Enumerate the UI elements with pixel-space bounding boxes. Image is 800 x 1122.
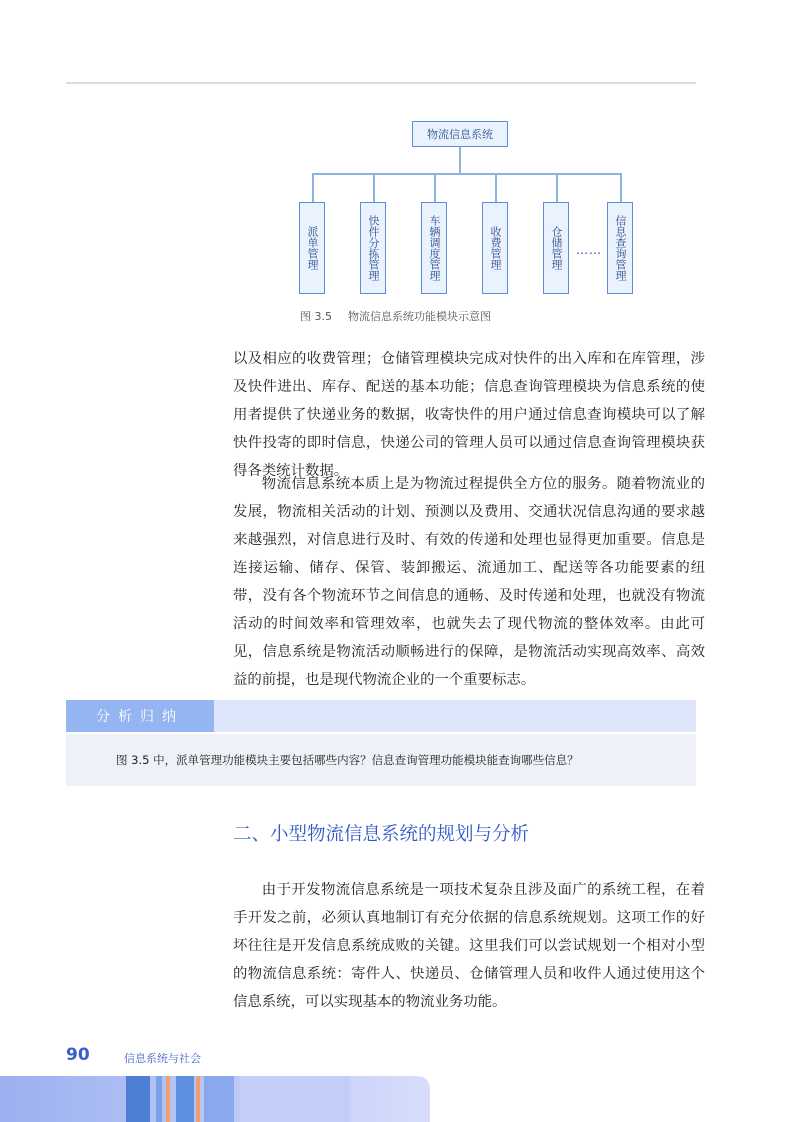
- connector-drop-5: [556, 173, 558, 202]
- book-title: 信息系统与社会: [124, 1052, 201, 1065]
- connector-drop-6: [620, 173, 622, 202]
- diagram-node-dispatch: 派单管理: [299, 202, 325, 294]
- diagram-root-node: 物流信息系统: [412, 121, 508, 147]
- diagram-node-vehicle: 车辆调度管理: [421, 202, 447, 294]
- diagram-node-warehouse: 仓储管理: [543, 202, 569, 294]
- body-paragraph-3: 由于开发物流信息系统是一项技术复杂且涉及面广的系统工程，在着手开发之前，必须认真地制订有充分依据的信息系统规划。这项工作的好坏往往是开发信息系统成败的关键。这里我们可以尝试规划一个相对小型的物流信息系统：寄件人、快递员、仓储管理人员和收件人通过使用这个信息系统，可以实现基本的物流业务功能。: [233, 882, 705, 1010]
- analysis-question: 图 3.5 中，派单管理功能模块主要包括哪些内容？信息查询管理功能模块能查询哪些信息？: [116, 753, 579, 767]
- figure-caption: [300, 308, 491, 324]
- figure-caption-number: 图 3.5: [300, 310, 332, 323]
- diagram-ellipsis: ……: [576, 243, 602, 257]
- page-number: 90: [66, 1045, 90, 1065]
- diagram-node-fee: 收费管理: [482, 202, 508, 294]
- analysis-header: [66, 700, 696, 732]
- diagram-node-sorting: 快件分拣管理: [360, 202, 386, 294]
- connector-drop-4: [495, 173, 497, 202]
- body-paragraph-1: 以及相应的收费管理；仓储管理模块完成对快件的出入库和在库管理，涉及快件进出、库存、配送的基本功能；信息查询管理模块为信息系统的使用者提供了快递业务的数据，收寄快件的用户通过信息查询模块可以了解快件投寄的即时信息，快递公司的管理人员可以通过信息查询管理模块获得各类统计数据。: [233, 351, 705, 479]
- figure-caption-text: 物流信息系统功能模块示意图: [348, 310, 491, 323]
- connector-drop-3: [434, 173, 436, 202]
- diagram-node-query: 信息查询管理: [607, 202, 633, 294]
- section-title: 二、小型物流信息系统的规划与分析: [233, 824, 530, 845]
- connector-drop-2: [373, 173, 375, 202]
- connector-drop-1: [312, 173, 314, 202]
- connector-horizontal: [312, 173, 620, 175]
- connector-root-down: [459, 147, 461, 173]
- module-diagram: [0, 0, 800, 323]
- body-paragraph-2: 物流信息系统本质上是为物流过程提供全方位的服务。随着物流业的发展，物流相关活动的计划、预测以及费用、交通状况信息沟通的要求越来越强烈，对信息进行及时、有效的传递和处理也显得更加重要。信息是连接运输、储存、保管、装卸搬运、流通加工、配送等各功能要素的纽带，没有各个物流环节之间信息的通畅、及时传递和处理，也就没有物流活动的时间效率和管理效率，也就失去了现代物流的整体效率。由此可见，信息系统是物流活动顺畅进行的保障，是物流活动实现高效率、高效益的前提，也是现代物流企业的一个重要标志。: [233, 476, 705, 688]
- footer-decoration: [0, 1076, 430, 1122]
- analysis-tag: 分析归纳: [66, 700, 214, 732]
